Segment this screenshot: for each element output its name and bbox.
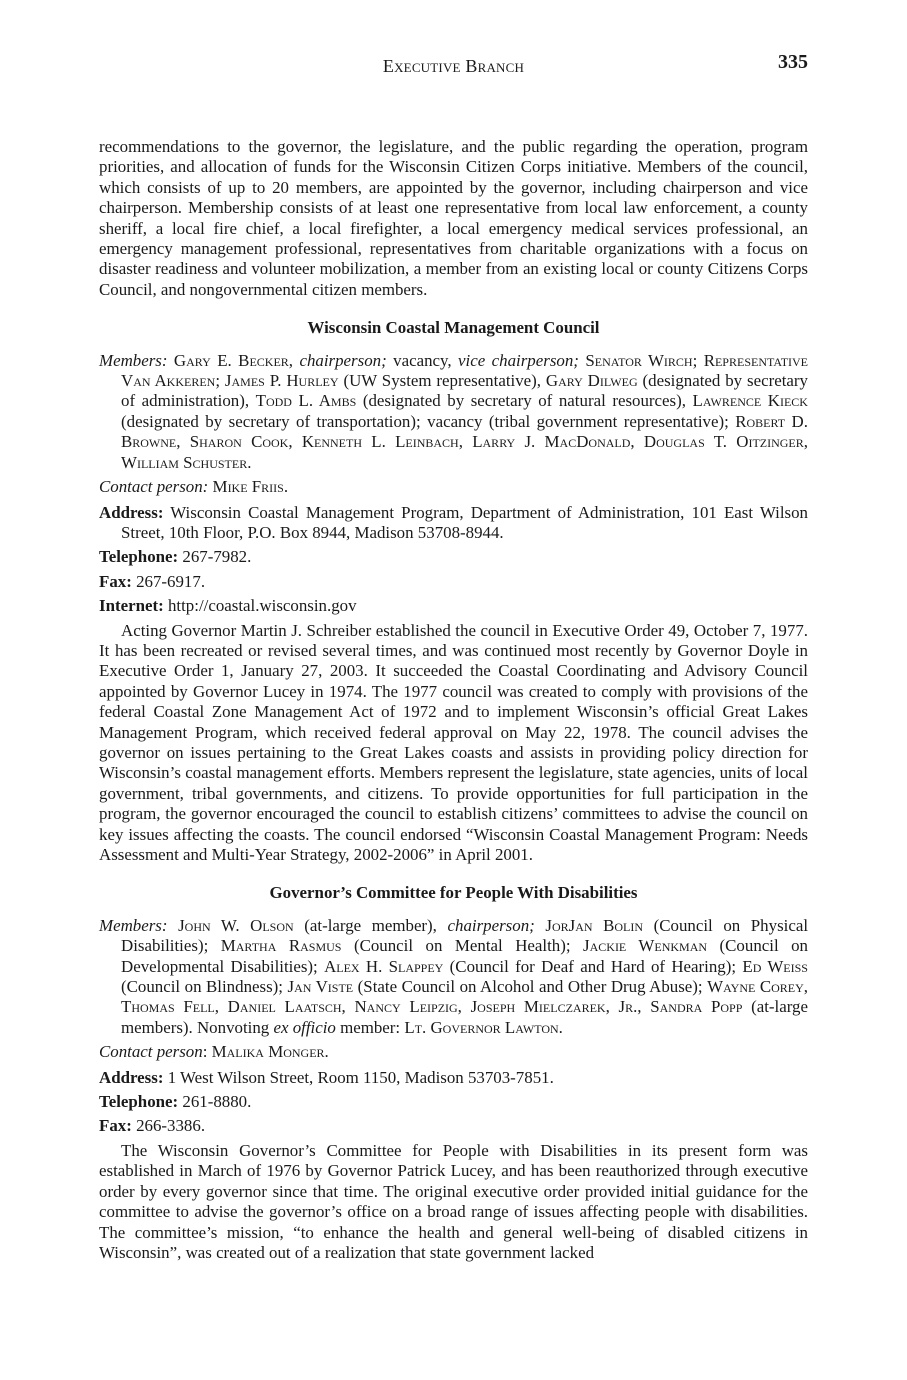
coastal-contact bbox=[99, 477, 808, 497]
member-note: (Council on Physical Disabilities); bbox=[121, 915, 809, 956]
member-name: Gary E. Becker, bbox=[173, 350, 294, 370]
coastal-address bbox=[99, 503, 808, 544]
member-name: Wayne Corey, Thomas Fell, Daniel Laatsch, Nancy Leipzig, Joseph Mielczarek, Jr., Sandra Popp bbox=[121, 977, 808, 1017]
member-note: (State Council on Alcohol and Other Drug Abuse); bbox=[357, 977, 703, 997]
document-page bbox=[99, 52, 808, 1263]
running-head bbox=[99, 52, 808, 82]
disabilities-members-label: Members: bbox=[99, 915, 168, 935]
contact-label: Contact person bbox=[99, 1042, 203, 1062]
fax-label: Fax: bbox=[99, 1116, 132, 1136]
member-note: (Council on Blindness); bbox=[121, 977, 283, 997]
exofficio-term: ex officio bbox=[273, 1017, 336, 1037]
disabilities-telephone bbox=[99, 1092, 808, 1112]
member-note: (UW System representative), bbox=[343, 371, 541, 391]
running-head-title: Executive Branch bbox=[382, 56, 525, 76]
disabilities-contact bbox=[99, 1042, 808, 1062]
address-label: Address: bbox=[99, 502, 164, 522]
member-name: Jackie Wenkman bbox=[583, 936, 708, 956]
contact-name: Mike Friis. bbox=[212, 477, 289, 497]
member-note: member: bbox=[340, 1017, 401, 1037]
member-note: (designated by secretary of natural resources), bbox=[362, 391, 686, 411]
disabilities-members bbox=[99, 916, 808, 1038]
coastal-description: Acting Governor Martin J. Schreiber established the council in Executive Order 49, October 7, 1977. It has been recreated or revised several times, and was continued most recently by Governor Doyle in Executive Order 1, January 27, 2003. It succeeded the Coastal Coordinating and Advisory Council appointed by Governor Lucey in 1974. The 1977 council was created to comply with provisions of the federal Coastal Zone Management Act of 1972 and to implement Wisconsin’s official Great Lakes Management Program, which received federal approval on May 22, 1978. The council advises the governor on issues pertaining to the Great Lakes coasts and assists in providing policy direction for Wisconsin’s coastal management efforts. Members represent the legislature, state agencies, units of local government, tribal governments, and citizens. To provide opportunities for full participation in the program, the governor encouraged the council to establish citizens’ committees to advise the council on key issues affecting the coasts. The council endorsed “Wisconsin Coastal Management Program: Needs Assessment and Multi-Year Strategy, 2002-2006” in April 2001. bbox=[99, 620, 808, 864]
internet-label: Internet: bbox=[99, 596, 164, 616]
member-name: JorJan Bolin bbox=[545, 915, 644, 935]
member-name: Lawrence Kieck bbox=[692, 391, 808, 411]
member-name: John W. Olson bbox=[178, 915, 294, 935]
member-name: Gary Dilweg bbox=[545, 371, 638, 391]
intro-paragraph: recommendations to the governor, the legislature, and the public regarding the operation, program priorities, and allocation of funds for the Wisconsin Citizen Corps initiative. Members of the council, which consists of up to 20 members, are appointed by the governor, including chairperson and vice chairperson. Membership consists of at least one representative from local law enforcement, a county sheriff, a local fire chief, a local firefighter, a local emergency medical services professional, an emergency management professional, representatives from charitable organizations with a focus on disaster readiness and volunteer mobilization, a member from an existing local or county Citizens Corps Council, and nongovernmental citizen members. bbox=[99, 137, 808, 299]
coastal-council-heading: Wisconsin Coastal Management Council bbox=[307, 318, 600, 338]
telephone-value: 267-7982. bbox=[182, 547, 252, 567]
member-note: (designated by secretary of administration), bbox=[121, 371, 808, 411]
coastal-telephone bbox=[99, 547, 808, 567]
disabilities-fax bbox=[99, 1116, 808, 1136]
coastal-members-label: Members: bbox=[99, 350, 168, 370]
member-name: Todd L. Ambs bbox=[255, 391, 357, 411]
member-vacancy: vacancy, bbox=[393, 350, 452, 370]
disabilities-description: The Wisconsin Governor’s Committee for People with Disabilities in its present form was established in March of 1976 by Governor Patrick Lucey, and has been reauthorized through executive order by every governor since that time. The original executive order provided initial guidance for the committee to advise the governor’s office on a broad range of issues affecting people with disabilities. The committee’s mission, “to enhance the health and general well-being of disabled citizens in Wisconsin”, was created out of a realization that state government lacked bbox=[99, 1140, 808, 1262]
member-name: Senator Wirch; Representative Van Akkeren; James P. Hurley bbox=[121, 350, 809, 391]
member-name: Robert D. Browne, Sharon Cook, Kenneth L. Leinbach, Larry J. MacDonald, Douglas T. Oitzinger, William Schuster. bbox=[121, 411, 808, 472]
disabilities-committee-heading: Governor’s Committee for People With Disabilities bbox=[269, 883, 638, 903]
member-role: chairperson; bbox=[447, 915, 535, 935]
member-name: Martha Rasmus bbox=[220, 936, 342, 956]
member-name: Lt. Governor Lawton. bbox=[404, 1017, 563, 1037]
coastal-internet bbox=[99, 596, 808, 616]
member-note: (at-large member), bbox=[304, 915, 437, 935]
contact-colon: : bbox=[202, 1042, 208, 1062]
member-role: vice chairperson; bbox=[458, 350, 579, 370]
telephone-label: Telephone: bbox=[99, 547, 179, 567]
internet-link[interactable]: http://coastal.wisconsin.gov bbox=[167, 596, 357, 616]
address-value: 1 West Wilson Street, Room 1150, Madison 53703-7851. bbox=[167, 1067, 554, 1087]
page-number: 335 bbox=[778, 51, 808, 73]
contact-label: Contact person: bbox=[99, 477, 209, 497]
telephone-value: 261-8880. bbox=[182, 1092, 252, 1112]
address-label: Address: bbox=[99, 1067, 164, 1087]
coastal-fax bbox=[99, 572, 808, 592]
member-note: (designated by secretary of transportation); vacancy (tribal government representative); bbox=[121, 411, 729, 431]
telephone-label: Telephone: bbox=[99, 1092, 179, 1112]
contact-name: Malika Monger. bbox=[211, 1042, 329, 1062]
member-role: chairperson; bbox=[299, 350, 387, 370]
fax-value: 267-6917. bbox=[136, 571, 206, 591]
member-note: (Council on Developmental Disabilities); bbox=[121, 936, 809, 976]
member-name: Alex H. Slappey bbox=[324, 956, 444, 976]
member-note: (Council on Mental Health); bbox=[353, 936, 571, 956]
coastal-members bbox=[99, 351, 808, 473]
fax-label: Fax: bbox=[99, 571, 132, 591]
fax-value: 266-3386. bbox=[136, 1116, 206, 1136]
member-note: (Council for Deaf and Hard of Hearing); bbox=[449, 956, 737, 976]
member-name: Jan Viste bbox=[287, 977, 354, 997]
member-note: (at-large members). Nonvoting bbox=[121, 997, 808, 1037]
address-value: Wisconsin Coastal Management Program, Department of Administration, 101 East Wilson Street, 10th Floor, P.O. Box 8944, Madison 53708-8944. bbox=[121, 502, 809, 542]
disabilities-address bbox=[99, 1068, 808, 1088]
member-name: Ed Weiss bbox=[742, 956, 808, 976]
